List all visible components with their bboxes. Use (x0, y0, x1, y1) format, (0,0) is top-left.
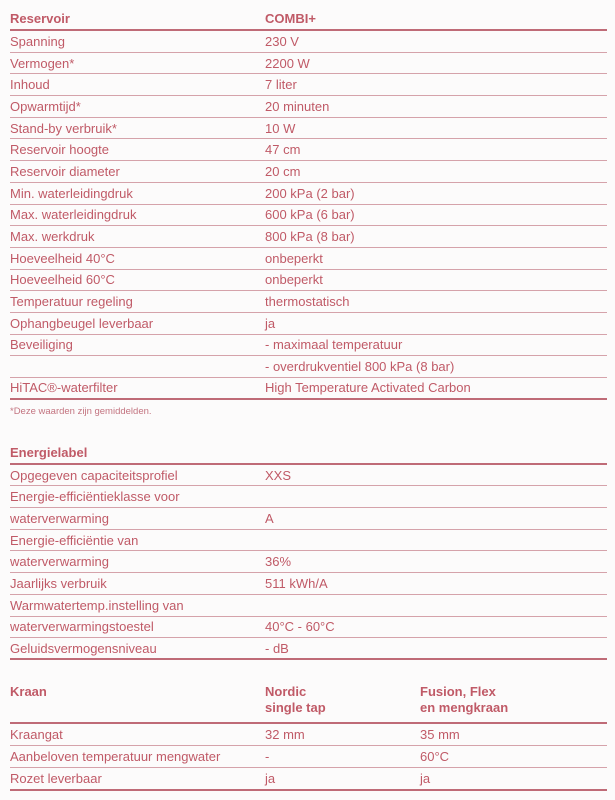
table-row (10, 551, 607, 573)
spec-label: waterverwarming (10, 510, 109, 526)
table-row (10, 226, 607, 248)
spec-label: Reservoir diameter (10, 163, 120, 179)
table-row (10, 139, 607, 161)
table-row (10, 768, 607, 790)
table-row (10, 53, 607, 75)
spec-label: HiTAC®-waterfilter (10, 380, 118, 396)
spec-value: - dB (265, 640, 289, 656)
table-row (10, 161, 607, 183)
table-row (10, 465, 607, 487)
spec-value: 20 cm (265, 163, 301, 179)
table-row (10, 508, 607, 530)
table-row (10, 335, 607, 357)
tap-table (10, 684, 607, 791)
spec-label: Jaarlijks verbruik (10, 575, 107, 591)
spec-label: Max. werkdruk (10, 229, 95, 245)
spec-label: Aanbeloven temperatuur mengwater (10, 749, 221, 765)
table-row (10, 291, 607, 313)
spec-value: - overdrukventiel 800 kPa (8 bar) (265, 359, 455, 375)
spec-label: Spanning (10, 33, 65, 49)
spec-value: 800 kPa (8 bar) (265, 229, 355, 245)
spec-label: Ophangbeugel leverbaar (10, 315, 154, 331)
table-row (10, 595, 607, 617)
table-row (10, 183, 607, 205)
spec-label: Hoeveelheid 60°C (10, 272, 115, 288)
tap-table-header (10, 684, 607, 724)
table-row (10, 313, 607, 335)
spec-label: Energie-efficiëntieklasse voor (10, 489, 180, 505)
spec-label: Geluidsvermogensniveau (10, 640, 157, 656)
spec-label: Energie-efficiëntie van (10, 532, 139, 548)
spec-label: Stand-by verbruik* (10, 120, 117, 136)
tap-header-col2-line2: en mengkraan (420, 699, 509, 715)
spec-value: 20 minuten (265, 98, 330, 114)
table-row (10, 248, 607, 270)
spec-value: 10 W (265, 120, 296, 136)
energy-section-title: Energielabel (10, 443, 607, 465)
tap-header-col1-line2: single tap (265, 699, 326, 715)
tap-header-label: Kraan (10, 683, 47, 699)
table-row (10, 724, 607, 746)
spec-value: High Temperature Activated Carbon (265, 380, 471, 396)
spec-value-nordic: 32 mm (265, 727, 305, 743)
spec-value-nordic: ja (265, 771, 276, 787)
spec-value: ja (265, 315, 276, 331)
spec-label: waterverwarming (10, 554, 109, 570)
table-row (10, 746, 607, 768)
spec-value: 200 kPa (2 bar) (265, 185, 355, 201)
spec-value: onbeperkt (265, 250, 323, 266)
spec-value-nordic: - (265, 749, 270, 765)
spec-value: A (265, 510, 274, 526)
table-header-value: COMBI+ (265, 11, 316, 26)
tap-header-col1-line1: Nordic (265, 683, 307, 699)
spec-label: waterverwarmingstoestel (10, 619, 154, 635)
spec-label: Beveiliging (10, 337, 73, 353)
reservoir-table-header (10, 8, 607, 31)
spec-label: Opgegeven capaciteitsprofiel (10, 467, 178, 483)
spec-label: Reservoir hoogte (10, 142, 109, 158)
spec-value: 40°C - 60°C (265, 619, 335, 635)
table-row (10, 31, 607, 53)
table-header-label: Reservoir (10, 11, 70, 26)
spec-label: Vermogen* (10, 55, 75, 71)
energy-label-table (10, 443, 607, 660)
spec-value: - maximaal temperatuur (265, 337, 403, 353)
table-row (10, 205, 607, 227)
spec-label: Max. waterleidingdruk (10, 207, 137, 223)
tap-header-col2-line1: Fusion, Flex (420, 683, 496, 699)
spec-value: 36% (265, 554, 292, 570)
table-row (10, 74, 607, 96)
spec-label: Temperatuur regeling (10, 294, 133, 310)
spec-value: 2200 W (265, 55, 310, 71)
table-row (10, 270, 607, 292)
table-row (10, 530, 607, 552)
reservoir-spec-table (10, 8, 607, 417)
footnote: *Deze waarden zijn gemiddelden. (10, 405, 152, 417)
spec-value-fusion: 35 mm (420, 727, 460, 743)
spec-value-fusion: 60°C (420, 749, 450, 765)
spec-label: Min. waterleidingdruk (10, 185, 133, 201)
table-row (10, 356, 607, 378)
table-row (10, 378, 607, 400)
spec-value: onbeperkt (265, 272, 323, 288)
table-row (10, 118, 607, 140)
spec-value: 230 V (265, 33, 299, 49)
table-row (10, 486, 607, 508)
spec-value: thermostatisch (265, 294, 350, 310)
tap-header-col1 (265, 684, 420, 716)
spec-label: Rozet leverbaar (10, 771, 102, 787)
spec-label: Opwarmtijd* (10, 98, 81, 114)
spec-value: 511 kWh/A (265, 575, 328, 591)
spec-label: Warmwatertemp.instelling van (10, 597, 184, 613)
spec-value: 600 kPa (6 bar) (265, 207, 355, 223)
table-row (10, 573, 607, 595)
spec-label: Inhoud (10, 77, 50, 93)
tap-header-col2 (420, 684, 607, 716)
spec-value: XXS (265, 467, 292, 483)
table-row (10, 96, 607, 118)
table-row (10, 638, 607, 660)
spec-label: Hoeveelheid 40°C (10, 250, 115, 266)
spec-value-fusion: ja (420, 771, 431, 787)
spec-value: 7 liter (265, 77, 297, 93)
spec-value: 47 cm (265, 142, 301, 158)
spec-label: Kraangat (10, 727, 63, 743)
table-row (10, 617, 607, 639)
